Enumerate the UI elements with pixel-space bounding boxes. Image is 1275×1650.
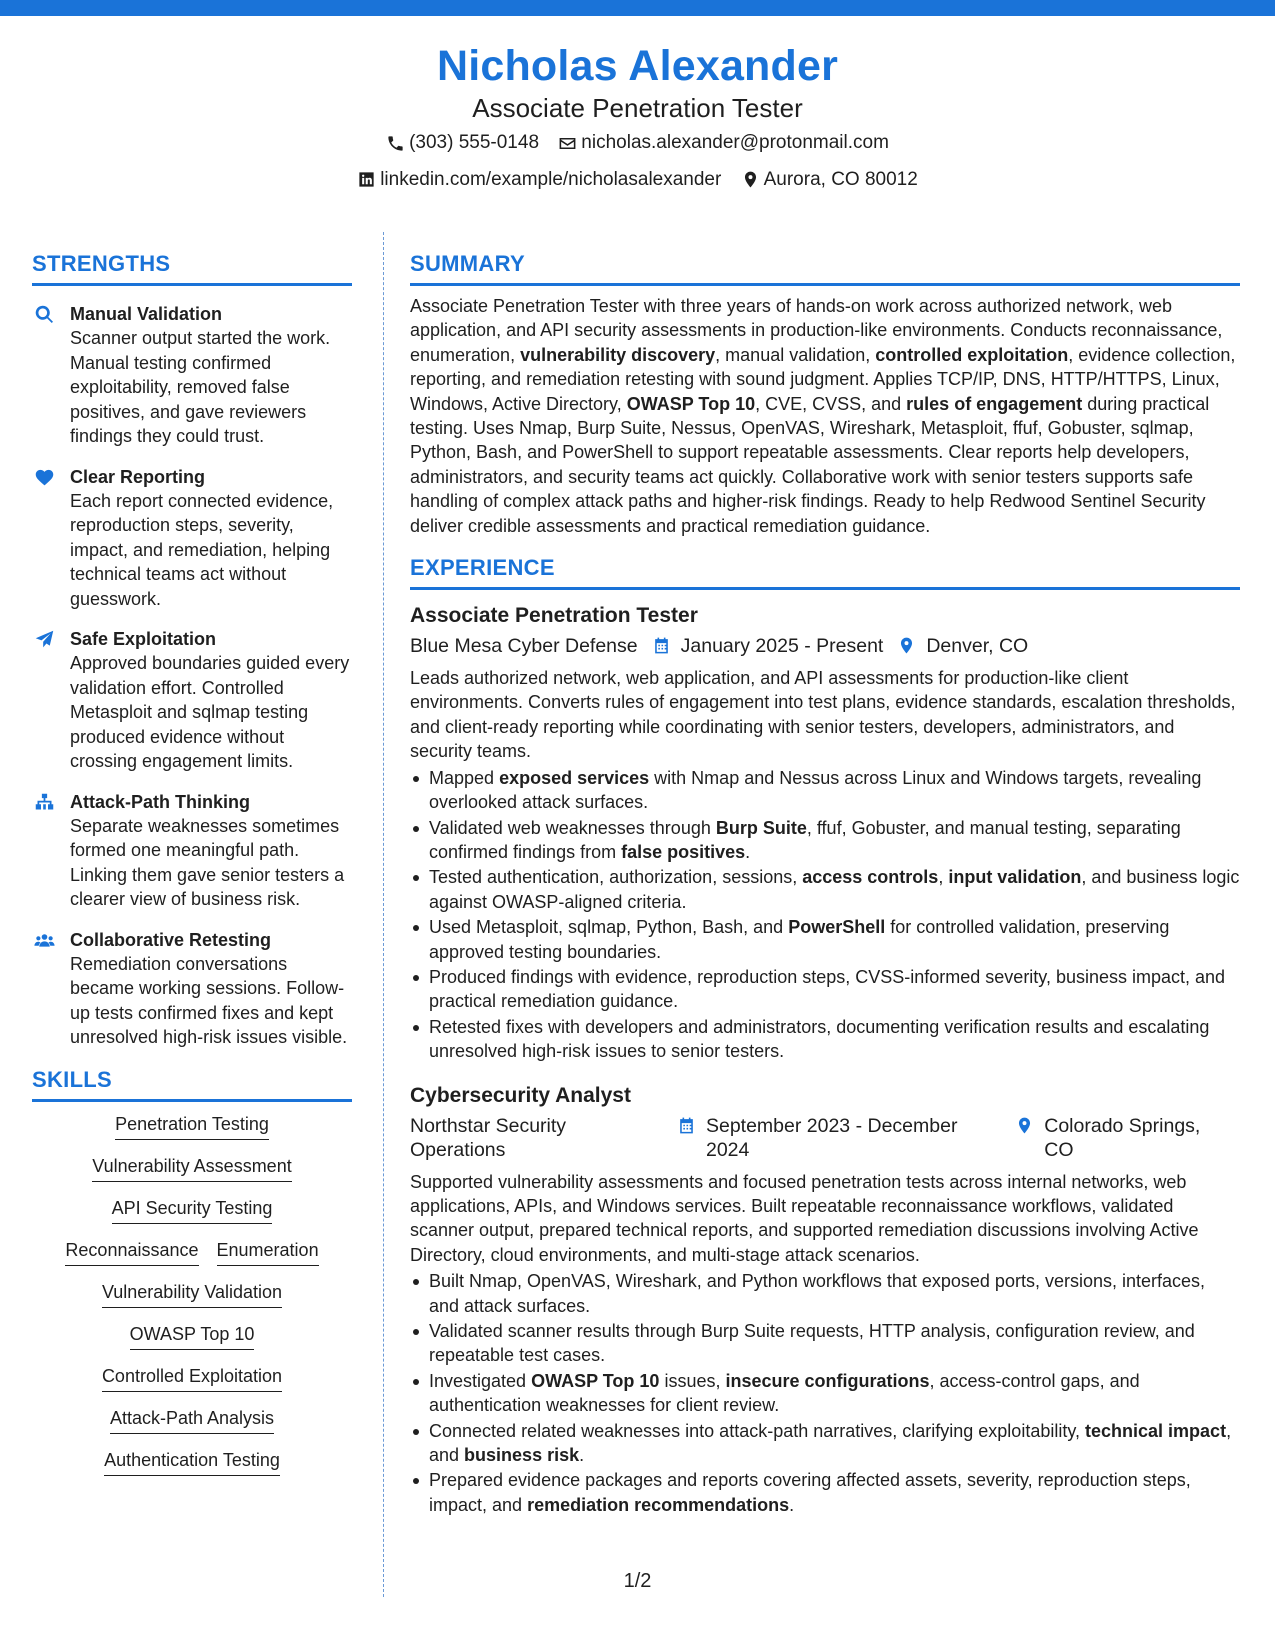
- text-run: .: [789, 1494, 795, 1515]
- envelope-icon: [558, 134, 577, 153]
- job-location: [897, 634, 1028, 658]
- skill-row: [32, 1322, 352, 1350]
- job-entry: [410, 1082, 1240, 1518]
- skill-tag: Authentication Testing: [104, 1448, 280, 1476]
- strength-item: [32, 465, 352, 612]
- skills-heading: SKILLS: [32, 1066, 352, 1102]
- emphasized-text: input validation: [948, 867, 1082, 888]
- candidate-name: Nicholas Alexander: [436, 42, 839, 90]
- text-run: Validated web weaknesses through: [429, 817, 716, 838]
- left-column: [32, 250, 352, 1490]
- skill-tag: Controlled Exploitation: [102, 1364, 282, 1392]
- strength-description: Separate weaknesses sometimes formed one meaningful path. Linking them gave senior testers a clearer view of business risk.: [70, 815, 345, 909]
- phone-text: (303) 555-0148: [409, 132, 540, 153]
- skill-row: [32, 1154, 352, 1182]
- emphasized-text: Burp Suite: [715, 817, 807, 838]
- emphasized-text: controlled exploitation: [875, 344, 1069, 365]
- phone-contact: [386, 130, 539, 156]
- emphasized-text: vulnerability discovery: [520, 344, 716, 365]
- summary-heading: SUMMARY: [410, 250, 1240, 286]
- bullet-item: [410, 1369, 1240, 1418]
- job-title: Cybersecurity Analyst: [410, 1083, 631, 1107]
- text-run: ,: [938, 867, 949, 888]
- text-run: Retested fixes with developers and administrators, documenting verification results and escalating unresolved high-risk issues to senior testers.: [429, 1016, 1210, 1062]
- emphasized-text: false positives: [621, 841, 746, 862]
- bullet-item: [410, 915, 1240, 964]
- text-run: Connected related weaknesses into attack-path narratives, clarifying exploitability,: [429, 1420, 1086, 1441]
- emphasized-text: remediation recommendations: [527, 1494, 790, 1515]
- email-contact[interactable]: [558, 130, 889, 156]
- skill-tag: Attack-Path Analysis: [110, 1406, 274, 1434]
- company-name: Northstar Security Operations: [410, 1114, 567, 1161]
- job-location-text: Colorado Springs, CO: [1044, 1114, 1201, 1161]
- text-run: Mapped: [429, 767, 500, 788]
- job-title: Associate Penetration Tester: [410, 604, 698, 628]
- experience-heading: EXPERIENCE: [410, 554, 1240, 590]
- text-run: Investigated: [429, 1370, 532, 1391]
- company-name: Blue Mesa Cyber Defense: [410, 635, 638, 658]
- text-run: Used Metasploit, sqlmap, Python, Bash, and: [429, 917, 789, 938]
- job-location: [1015, 1114, 1226, 1162]
- emphasized-text: PowerShell: [788, 917, 886, 938]
- strength-item: [32, 302, 352, 449]
- skill-row: [32, 1280, 352, 1308]
- strength-description: Approved boundaries guided every validation effort. Controlled Metasploit and sqlmap testing produced evidence without crossing engagement limits.: [70, 653, 350, 771]
- skill-tag: Enumeration: [217, 1238, 319, 1266]
- skill-tag: API Security Testing: [112, 1196, 273, 1224]
- linkedin-contact[interactable]: [357, 167, 721, 193]
- strength-description: Each report connected evidence, reproduction steps, severity, impact, and remediation, helping technical teams act without guesswork.: [70, 490, 334, 609]
- skill-row: [32, 1364, 352, 1392]
- skills-section: [32, 1066, 352, 1476]
- contact-row-1: [0, 130, 1275, 161]
- bullet-item: [410, 816, 1240, 865]
- text-run: , and business logic against OWASP-aligned criteria.: [429, 867, 1240, 912]
- job-summary: Supported vulnerability assessments and focused penetration tests across internal networks, web applications, APIs, and Windows services. Built repeatable reconnaissance workflows, validated scanner output, prepared technical reports, and supported remediation discussions involving Active Directory, cloud environments, and multi-stage attack scenarios.: [410, 1171, 1199, 1265]
- calendar-icon: [677, 1116, 696, 1135]
- strengths-heading: STRENGTHS: [32, 250, 352, 286]
- strength-title: Safe Exploitation: [70, 629, 217, 649]
- skill-row: [32, 1112, 352, 1140]
- map-pin-icon: [741, 170, 760, 189]
- resume-header: [0, 40, 1275, 197]
- text-run: Associate Penetration Tester with three years of hands-on work across authorized network, web application, and API security assessments in production-like environments. Conducts reconnaissance, enumeration,: [410, 296, 1223, 365]
- job-summary: Leads authorized network, web application, and API assessments for production-like client environments. Converts rules of engagement into test plans, evidence standards, escalation thresholds, and client-ready reporting while coordinating with senior testers, developers, administrators, and security teams.: [410, 668, 1236, 762]
- skill-tag: Reconnaissance: [65, 1238, 198, 1266]
- map-pin-icon: [1015, 1116, 1034, 1135]
- strength-title: Clear Reporting: [70, 466, 206, 487]
- emphasized-text: access controls: [802, 867, 939, 888]
- strength-item: [32, 928, 352, 1050]
- job-dates-text: January 2025 - Present: [680, 635, 884, 658]
- job-location-text: Denver, CO: [926, 635, 1029, 658]
- emphasized-text: insecure configurations: [725, 1370, 930, 1391]
- job-list: [410, 602, 1240, 1517]
- text-run: for controlled validation, preserving approved testing boundaries.: [429, 917, 1170, 962]
- skill-row: [32, 1238, 352, 1266]
- bullet-item: [410, 1015, 1240, 1064]
- bullet-item: [410, 766, 1240, 815]
- skill-row: [32, 1196, 352, 1224]
- text-run: , access-control gaps, and authentication weaknesses for client review.: [429, 1370, 1140, 1416]
- job-bullets: [410, 766, 1240, 1064]
- skill-row: [32, 1448, 352, 1476]
- skill-row: [32, 1406, 352, 1434]
- calendar-icon: [652, 636, 671, 655]
- right-column: [410, 250, 1240, 1517]
- emphasized-text: business risk: [464, 1445, 580, 1466]
- emphasized-text: technical impact: [1085, 1420, 1227, 1441]
- job-entry: [410, 602, 1240, 1064]
- job-bullets: [410, 1269, 1240, 1517]
- strength-title: Collaborative Retesting: [70, 929, 272, 950]
- job-meta: [410, 634, 1240, 658]
- location-contact: [741, 167, 918, 193]
- emphasized-text: OWASP Top 10: [531, 1370, 660, 1391]
- text-run: , manual validation,: [715, 344, 876, 365]
- bullet-item: [410, 1269, 1240, 1318]
- job-dates: [677, 1114, 1001, 1162]
- paper-plane-icon: [34, 629, 55, 650]
- users-icon: [34, 930, 55, 951]
- linkedin-icon: [357, 170, 376, 189]
- text-run: Validated scanner results through Burp Suite requests, HTTP analysis, configuration review, and repeatable test cases.: [429, 1321, 1195, 1366]
- linkedin-text: linkedin.com/example/nicholasalexander: [380, 168, 722, 190]
- column-divider: [383, 232, 384, 1597]
- strength-description: Scanner output started the work. Manual testing confirmed exploitability, removed false positives, and gave reviewers findings they could trust.: [70, 328, 331, 446]
- top-accent-bar: [0, 0, 1275, 16]
- page-number: 1/2: [623, 1570, 652, 1592]
- text-run: .: [745, 841, 751, 862]
- candidate-role: Associate Penetration Tester: [472, 93, 803, 123]
- text-run: , and: [429, 1420, 1232, 1466]
- contact-row-2: [0, 167, 1275, 198]
- bullet-item: [410, 1468, 1240, 1517]
- job-meta: [410, 1114, 1240, 1162]
- emphasized-text: exposed services: [499, 767, 650, 788]
- strength-item: [32, 627, 352, 774]
- strength-title: Manual Validation: [70, 304, 223, 324]
- bullet-item: [410, 1419, 1240, 1468]
- location-text: Aurora, CO 80012: [763, 168, 918, 190]
- text-run: Tested authentication, authorization, sessions,: [429, 867, 803, 888]
- skill-list: [32, 1112, 352, 1476]
- skill-tag: Penetration Testing: [115, 1112, 269, 1140]
- job-dates-text: September 2023 - December 2024: [705, 1114, 958, 1161]
- heart-icon: [34, 467, 55, 488]
- text-run: , CVE, CVSS, and: [755, 393, 907, 414]
- text-run: .: [579, 1445, 585, 1466]
- strength-item: [32, 790, 352, 912]
- strength-title: Attack-Path Thinking: [70, 791, 251, 812]
- bullet-item: [410, 865, 1240, 914]
- text-run: Built Nmap, OpenVAS, Wireshark, and Python workflows that exposed ports, versions, interfaces, and attack surfaces.: [429, 1271, 1206, 1316]
- experience-section: [410, 554, 1240, 1517]
- search-icon: [34, 304, 55, 325]
- bullet-item: [410, 965, 1240, 1014]
- job-dates: [652, 634, 884, 658]
- summary-text: [410, 294, 1240, 538]
- text-run: , evidence collection, reporting, and remediation retesting with sound judgment. Applies TCP/IP, DNS, HTTP/HTTPS, Linux, Windows, Active Directory,: [410, 344, 1236, 414]
- text-run: , ffuf, Gobuster, and manual testing, separating confirmed findings from: [429, 817, 1181, 862]
- skill-tag: Vulnerability Assessment: [92, 1154, 291, 1182]
- skill-tag: OWASP Top 10: [130, 1322, 255, 1350]
- bullet-item: [410, 1319, 1240, 1368]
- map-pin-icon: [897, 636, 916, 655]
- text-run: issues,: [659, 1370, 726, 1391]
- emphasized-text: OWASP Top 10: [626, 393, 756, 414]
- sitemap-icon: [34, 792, 55, 813]
- skill-tag: Vulnerability Validation: [102, 1280, 282, 1308]
- text-run: during practical testing. Uses Nmap, Burp Suite, Nessus, OpenVAS, Wireshark, Metasploit, ffuf, Gobuster, sqlmap, Python, Bash, and PowerShell to support repeatable assessments. Clear reports help developers, administrators, and security teams act quickly. Collaborative work with senior testers supports safe handling of complex attack paths and higher-risk findings. Ready to help Redwood Sentinel Security deliver credible assessments and practical remediation guidance.: [410, 393, 1210, 536]
- email-text: nicholas.alexander@protonmail.com: [581, 132, 889, 153]
- phone-icon: [386, 134, 405, 153]
- emphasized-text: rules of engagement: [906, 393, 1083, 414]
- strength-description: Remediation conversations became working sessions. Follow-up tests confirmed fixes and kept unresolved high-risk issues visible.: [70, 953, 348, 1047]
- text-run: Prepared evidence packages and reports covering affected assets, severity, reproduction steps, impact, and: [429, 1470, 1191, 1515]
- text-run: with Nmap and Nessus across Linux and Windows targets, revealing overlooked attack surfaces.: [429, 767, 1202, 813]
- text-run: Produced findings with evidence, reproduction steps, CVSS-informed severity, business impact, and practical remediation guidance.: [429, 966, 1226, 1012]
